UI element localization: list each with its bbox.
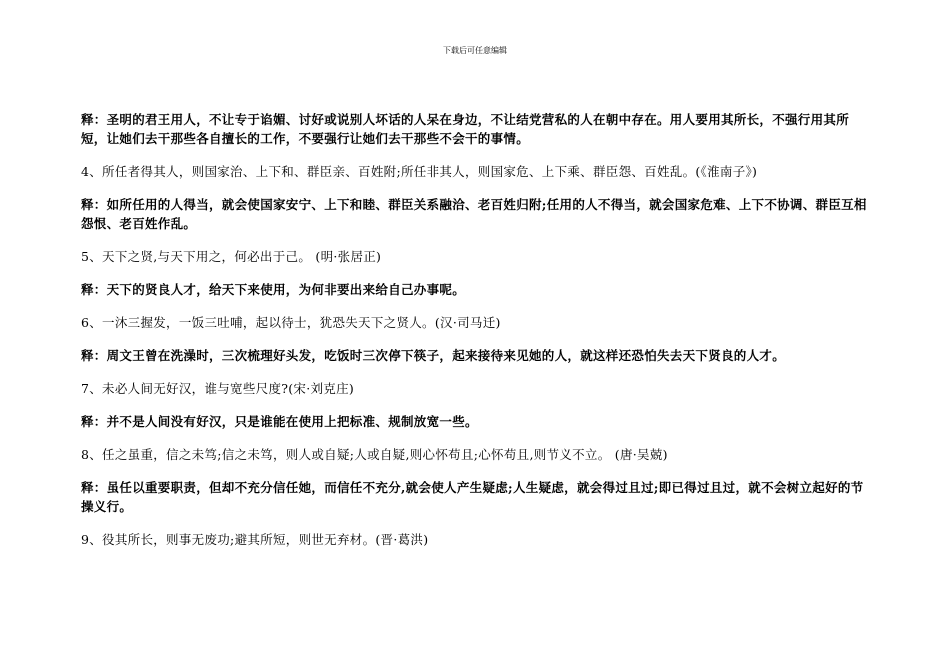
explanation-paragraph: 释：周文王曾在洗澡时，三次梳理好头发，吃饭时三次停下筷子，起来接待来见她的人，就这样还恐怕失去天下贤良的人才。 — [81, 348, 786, 363]
explanation-paragraph: 释：并不是人间没有好汉，只是谁能在使用上把标准、规制放宽一些。 — [81, 414, 478, 429]
quote-paragraph-7: 7、未必人间无好汉，谁与宽些尺度?(宋·刘克庄) — [81, 381, 355, 396]
quote-paragraph-8: 8、任之虽重，信之未笃;信之未笃，则人或自疑;人或自疑,则心怀苟且;心怀苟且,则节义不立。 (唐·吴兢) — [81, 447, 668, 462]
explanation-paragraph: 释：虽任以重要职责，但却不充分信任她，而信任不充分,就会使人产生疑虑;人生疑虑，就会得过且过;即已得过且过，就不会树立起好的节操义行。 — [81, 480, 864, 514]
quote-paragraph-6: 6、一沐三握发，一饭三吐哺，起以待士，犹恐失天下之贤人。(汉·司马迁) — [81, 315, 501, 330]
explanation-paragraph: 释：圣明的君王用人，不让专于谄媚、讨好或说别人坏话的人呆在身边，不让结党营私的人在朝中存在。用人要用其所长，不强行用其所短，让她们去干那些各自擅长的工作，不要强行让她们去干那些不会干的事情。 — [81, 112, 850, 146]
explanation-paragraph: 释：天下的贤良人才，给天下来使用，为何非要出来给自己办事呢。 — [81, 282, 466, 297]
quote-paragraph-4: 4、所任者得其人，则国家治、上下和、群臣亲、百姓附;所任非其人，则国家危、上下乘、群臣怨、百姓乱。(《淮南子》) — [81, 164, 758, 179]
explanation-paragraph: 释：如所任用的人得当，就会使国家安宁、上下和睦、群臣关系融洽、老百姓归附;任用的人不得当，就会国家危难、上下不协调、群臣互相怨恨、老百姓作乱。 — [81, 197, 867, 231]
quote-paragraph-9: 9、役其所长，则事无废功;避其所短，则世无弃材。(晋·葛洪) — [81, 532, 429, 547]
page-header: 下载后可任意编辑 — [443, 46, 507, 55]
quote-paragraph-5: 5、天下之贤,与天下用之，何必出于己。 (明·张居正) — [81, 249, 382, 264]
document-body — [81, 110, 871, 563]
